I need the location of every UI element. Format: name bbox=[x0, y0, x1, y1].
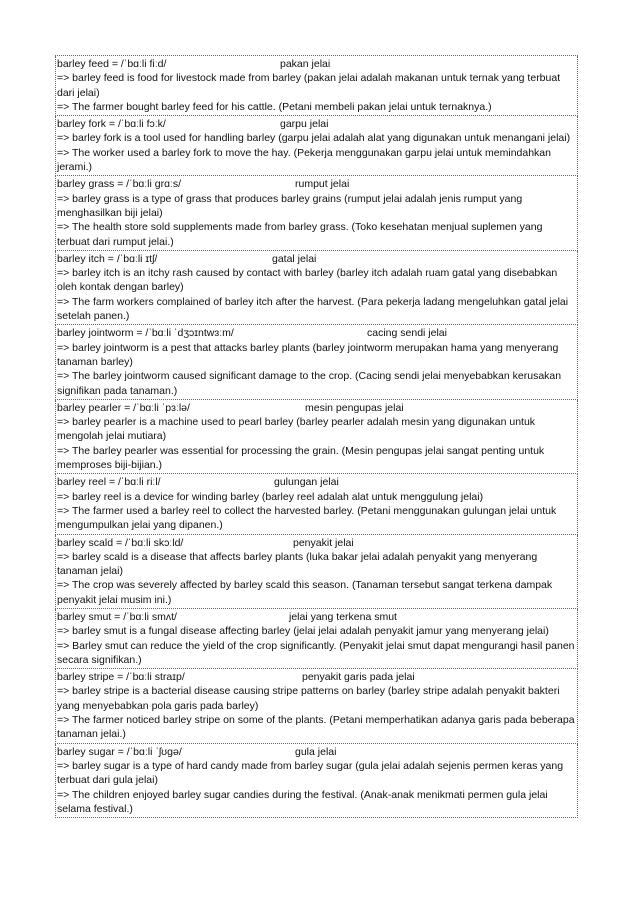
entry-term: barley jointworm = /ˈbɑːli ˈdʒɔɪntwɜːm/ bbox=[57, 327, 234, 340]
entry-definition: => barley grass is a type of grass that produces barley grains (rumput jelai adalah jenis rumput yang menghasilkan biji jelai) bbox=[57, 192, 523, 219]
glossary-list bbox=[55, 55, 578, 818]
entry-term: barley feed = /ˈbɑːli fiːd/ bbox=[57, 58, 167, 70]
entry-header bbox=[57, 326, 575, 340]
glossary-entry bbox=[55, 744, 578, 818]
entry-term: barley pearler = /ˈbɑːli ˈpɜːlə/ bbox=[57, 401, 190, 414]
entry-term: barley grass = /ˈbɑːli ɡrɑːs/ bbox=[57, 178, 182, 191]
entry-header bbox=[57, 252, 575, 266]
entry-header bbox=[57, 475, 575, 489]
entry-example: => The worker used a barley fork to move the hay. (Pekerja menggunakan garpu jelai untuk memindahkan jerami.) bbox=[57, 146, 551, 174]
entry-definition: => barley jointworm is a pest that attacks barley plants (barley jointworm merupakan hama yang menyerang tanaman barley) bbox=[57, 341, 559, 368]
entry-example: => Barley smut can reduce the yield of the crop significantly. (Penyakit jelai smut dapat mengurangi hasil panen secara signifikan.) bbox=[57, 639, 575, 666]
entry-translation: rumput jelai bbox=[295, 178, 350, 191]
glossary-entry bbox=[55, 609, 578, 669]
entry-translation: jelai yang terkena smut bbox=[289, 610, 397, 623]
entry-term: barley fork = /ˈbɑːli fɔːk/ bbox=[57, 118, 166, 131]
entry-term: barley smut = /ˈbɑːli smʌt/ bbox=[57, 610, 177, 623]
entry-example: => The farmer bought barley feed for his cattle. (Petani membeli pakan jelai untuk ternaknya.) bbox=[57, 100, 492, 113]
entry-example: => The farmer noticed barley stripe on some of the plants. (Petani memperhatikan adanya garis pada beberapa tanaman jelai.) bbox=[57, 714, 575, 741]
glossary-entry bbox=[55, 325, 578, 399]
glossary-entry bbox=[55, 251, 578, 325]
entry-example: => The barley pearler was essential for processing the grain. (Mesin pengupas jelai sangat penting untuk memproses biji-bijian.) bbox=[57, 444, 545, 472]
entry-term: barley reel = /ˈbɑːli riːl/ bbox=[57, 476, 161, 489]
entry-term: barley itch = /ˈbɑːli ɪtʃ/ bbox=[57, 252, 158, 265]
entry-definition: => barley fork is a tool used for handling barley (garpu jelai adalah alat yang digunakan untuk menangani jelai) bbox=[57, 132, 571, 145]
entry-header bbox=[57, 536, 575, 550]
entry-translation: garpu jelai bbox=[280, 118, 329, 131]
entry-header bbox=[57, 610, 575, 624]
entry-header bbox=[57, 177, 575, 191]
glossary-entry bbox=[55, 535, 578, 609]
entry-definition: => barley feed is food for livestock made from barley (pakan jelai adalah makanan untuk ternak yang terbuat dari jelai) bbox=[57, 72, 561, 99]
entry-example: => The farm workers complained of barley itch after the harvest. (Para pekerja ladang mengeluhkan gatal jelai setelah panen.) bbox=[57, 295, 569, 323]
entry-definition: => barley smut is a fungal disease affecting barley (jelai jelai adalah penyakit jamur yang menyerang jelai) bbox=[57, 625, 549, 638]
entry-translation: penyakit jelai bbox=[293, 536, 354, 549]
entry-example: => The farmer used a barley reel to collect the harvested barley. (Petani menggunakan gulungan jelai untuk mengumpulkan jelai yang dipanen.) bbox=[57, 504, 557, 532]
entry-header bbox=[57, 57, 575, 71]
entry-definition: => barley pearler is a machine used to pearl barley (barley pearler adalah mesin yang digunakan untuk mengolah jelai mutiara) bbox=[57, 416, 536, 443]
entry-example: => The children enjoyed barley sugar candies during the festival. (Anak-anak menikmati permen gula jelai selama festival.) bbox=[57, 788, 548, 815]
entry-example: => The crop was severely affected by barley scald this season. (Tanaman tersebut sangat terkena dampak penyakit jelai musim ini.) bbox=[57, 579, 553, 606]
entry-term: barley sugar = /ˈbɑːli ˈʃʊɡə/ bbox=[57, 745, 182, 758]
entry-definition: => barley stripe is a bacterial disease causing stripe patterns on barley (barley stripe adalah penyakit bakteri yang menyebabkan pola garis pada barley) bbox=[57, 685, 560, 712]
entry-header bbox=[57, 401, 575, 415]
entry-translation: gula jelai bbox=[295, 745, 337, 758]
entry-definition: => barley itch is an itchy rash caused by contact with barley (barley itch adalah ruam gatal yang disebabkan oleh kontak dengan barley) bbox=[57, 267, 558, 294]
entry-example: => The health store sold supplements made from barley grass. (Toko kesehatan menjual suplemen yang terbuat dari rumput jelai.) bbox=[57, 221, 543, 248]
entry-header bbox=[57, 117, 575, 131]
entry-example: => The barley jointworm caused significant damage to the crop. (Cacing sendi jelai menyebabkan kerusakan signifikan pada tanaman.) bbox=[57, 370, 562, 397]
entry-translation: mesin pengupas jelai bbox=[305, 401, 404, 414]
glossary-entry bbox=[55, 176, 578, 250]
entry-term: barley scald = /ˈbɑːli skɔːld/ bbox=[57, 536, 184, 549]
entry-translation: gatal jelai bbox=[272, 252, 317, 265]
entry-translation: cacing sendi jelai bbox=[367, 327, 447, 340]
glossary-entry bbox=[55, 56, 578, 116]
entry-definition: => barley reel is a device for winding barley (barley reel adalah alat untuk menggulung jelai) bbox=[57, 490, 484, 503]
entry-definition: => barley scald is a disease that affects barley plants (luka bakar jelai adalah penyakit yang menyerang tanaman jelai) bbox=[57, 550, 538, 578]
glossary-entry bbox=[55, 116, 578, 176]
entry-term: barley stripe = /ˈbɑːli straɪp/ bbox=[57, 671, 185, 684]
glossary-entry bbox=[55, 400, 578, 474]
entry-definition: => barley sugar is a type of hard candy made from barley sugar (gula jelai adalah sejenis permen keras yang terbuat dari gula jelai) bbox=[57, 759, 564, 787]
entry-header bbox=[57, 745, 575, 759]
glossary-entry bbox=[55, 669, 578, 743]
entry-translation: pakan jelai bbox=[280, 58, 331, 70]
entry-translation: penyakit garis pada jelai bbox=[302, 671, 415, 684]
glossary-entry bbox=[55, 474, 578, 534]
entry-header bbox=[57, 670, 575, 684]
entry-translation: gulungan jelai bbox=[274, 476, 339, 489]
